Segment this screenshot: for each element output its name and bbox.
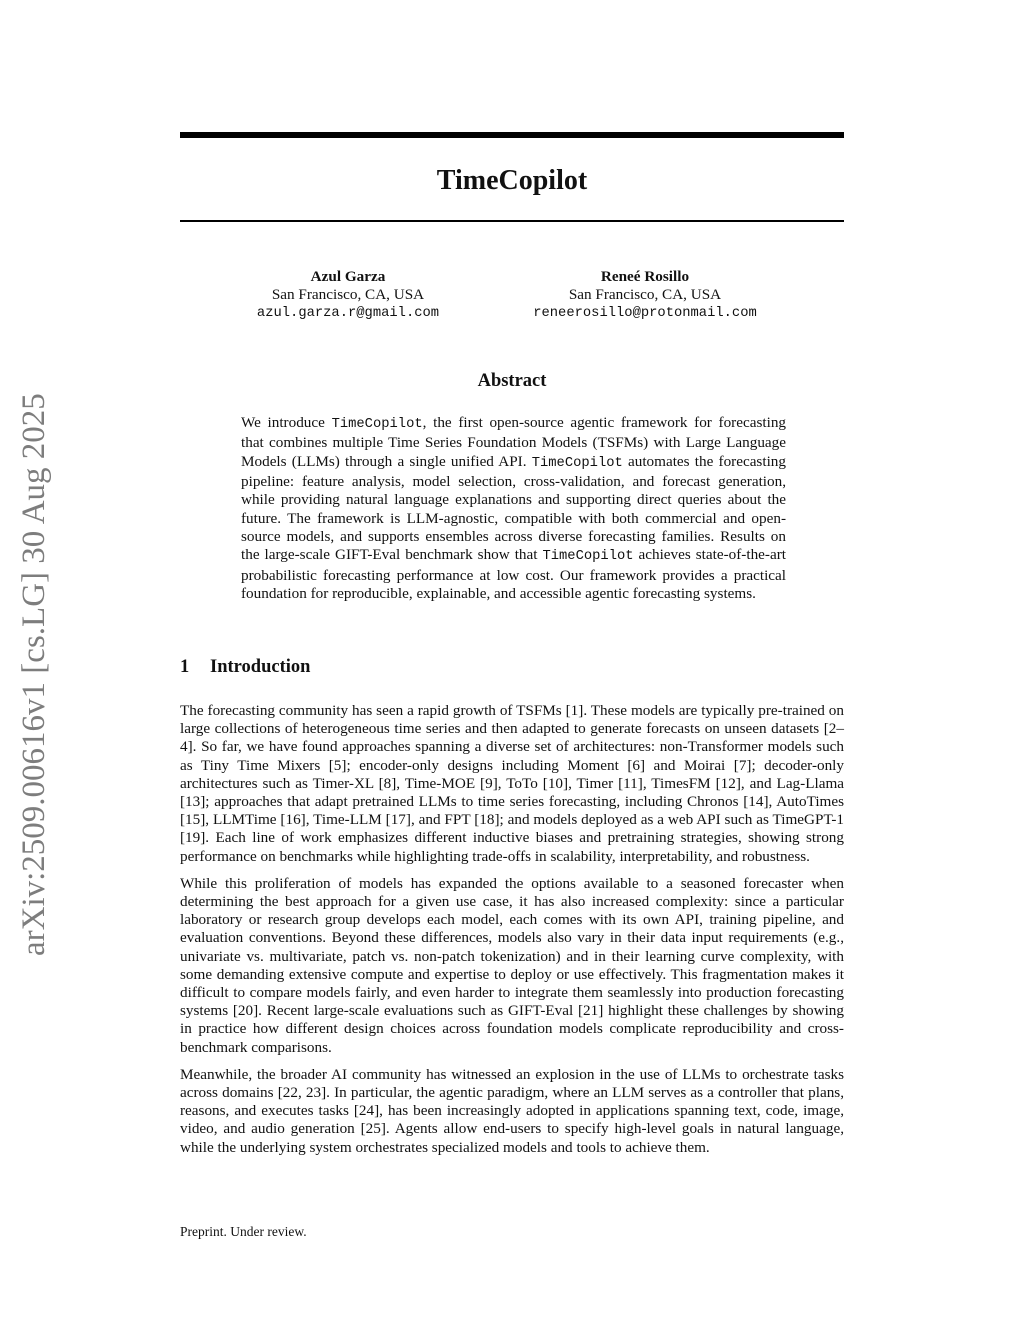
abstract-text-part: automates the forecasting pipeline: feature analysis, model selection, cross-validation, and forecast generation, while providing natural language explanations and supporting direct queries about the future. The framework is LLM-agnostic, compatible with both commercial and open-source models, and supports ensembles across diverse forecasting families. Results on the large-scale GIFT-Eval benchmark show that xyxy=(241,452,786,564)
body-paragraph: The forecasting community has seen a rapid growth of TSFMs [1]. These models are typically pre-trained on large collections of heterogeneous time series and then adapted to generate forecasts on unseen datasets [2–4]. So far, we have found approaches spanning a diverse set of architectures: non-Transformer models such as Tiny Time Mixers [5]; encoder-only designs including Moment [6] and Moirai [7]; decoder-only architectures such as Timer-XL [8], Time-MOE [9], ToTo [10], Timer [11], TimesFM [12], and Lag-Llama [13]; approaches that adapt pretrained LLMs to time series forecasting, including Chronos [14], AutoTimes [15], LLMTime [16], Time-LLM [17], and FPT [18]; and models deployed as a web API such as TimeGPT-1 [19]. Each line of work emphasizes different inductive biases and pretraining strategies, showing strong performance on benchmarks while highlighting trade-offs in scalability, interpretability, and robustness. xyxy=(180,702,844,865)
abstract-text-part: , the first open-source agentic framework for forecasting that combines multiple Time Series Foundation Models (TSFMs) with Large Language Models (LLMs) through a single unified API. xyxy=(241,414,787,470)
author-affiliation: San Francisco, CA, USA xyxy=(568,286,722,304)
abstract-heading: Abstract xyxy=(477,371,547,391)
code-term: TimeCopilot xyxy=(531,455,623,471)
author-name: Azul Garza xyxy=(310,268,386,285)
author-block-1 xyxy=(198,268,498,323)
footer-note: Preprint. Under review. xyxy=(180,1224,307,1239)
author-email[interactable]: azul.garza.r@gmail.com xyxy=(256,305,440,321)
author-name: Reneé Rosillo xyxy=(600,268,690,285)
code-term: TimeCopilot xyxy=(542,549,634,565)
section-number: 1 xyxy=(180,657,190,677)
body-paragraph: While this proliferation of models has expanded the options available to a seasoned forecaster when determining the best approach for a given use case, it has also increased complexity: since a particular laboratory or research group develops each model, each comes with its own API, training pipeline, and evaluation conventions. Beyond these differences, models also vary in their data input requirements (e.g., univariate vs. multivariate, patch vs. non-patch tokenization) and in their learning curve complexity, with some demanding extensive compute and expertise to deploy or use effectively. This fragmentation makes it difficult to compare models fairly, and even harder to integrate them seamlessly into production forecasting systems [20]. Recent large-scale evaluations such as GIFT-Eval [21] highlight these challenges by showing in practice how different design choices across foundation models complicate reproducibility and cross-benchmark comparisons. xyxy=(180,874,844,1056)
title-rule-bottom xyxy=(180,220,844,222)
section-title: Introduction xyxy=(210,657,311,677)
abstract-text-part: achieves state-of-the-art probabilistic forecasting performance at low cost. Our framework provides a practical foundation for reproducible, explainable, and accessible agentic forecasting systems. xyxy=(241,546,786,603)
section-body xyxy=(180,702,844,1166)
paper-title: TimeCopilot xyxy=(436,165,588,196)
title-rule-top xyxy=(180,132,844,138)
author-block-2 xyxy=(495,268,795,323)
abstract-text-part: We introduce xyxy=(241,414,332,431)
abstract-text xyxy=(241,414,786,603)
author-affiliation: San Francisco, CA, USA xyxy=(271,286,425,304)
body-paragraph: Meanwhile, the broader AI community has witnessed an explosion in the use of LLMs to orchestrate tasks across domains [22, 23]. In particular, the agentic paradigm, where an LLM serves as a controller that plans, reasons, and executes tasks [24], has been increasingly adopted in applications spanning text, code, image, video, and audio generation [25]. Agents allow end-users to specify high-level goals in natural language, while the underlying system orchestrates specialized models and tools to achieve them. xyxy=(180,1065,844,1156)
section-heading xyxy=(180,656,844,678)
code-term: TimeCopilot xyxy=(331,417,423,432)
arxiv-identifier[interactable]: arXiv:2509.00616v1 [cs.LG] 30 Aug 2025 xyxy=(16,393,52,956)
author-email[interactable]: reneerosillo@protonmail.com xyxy=(533,305,757,321)
